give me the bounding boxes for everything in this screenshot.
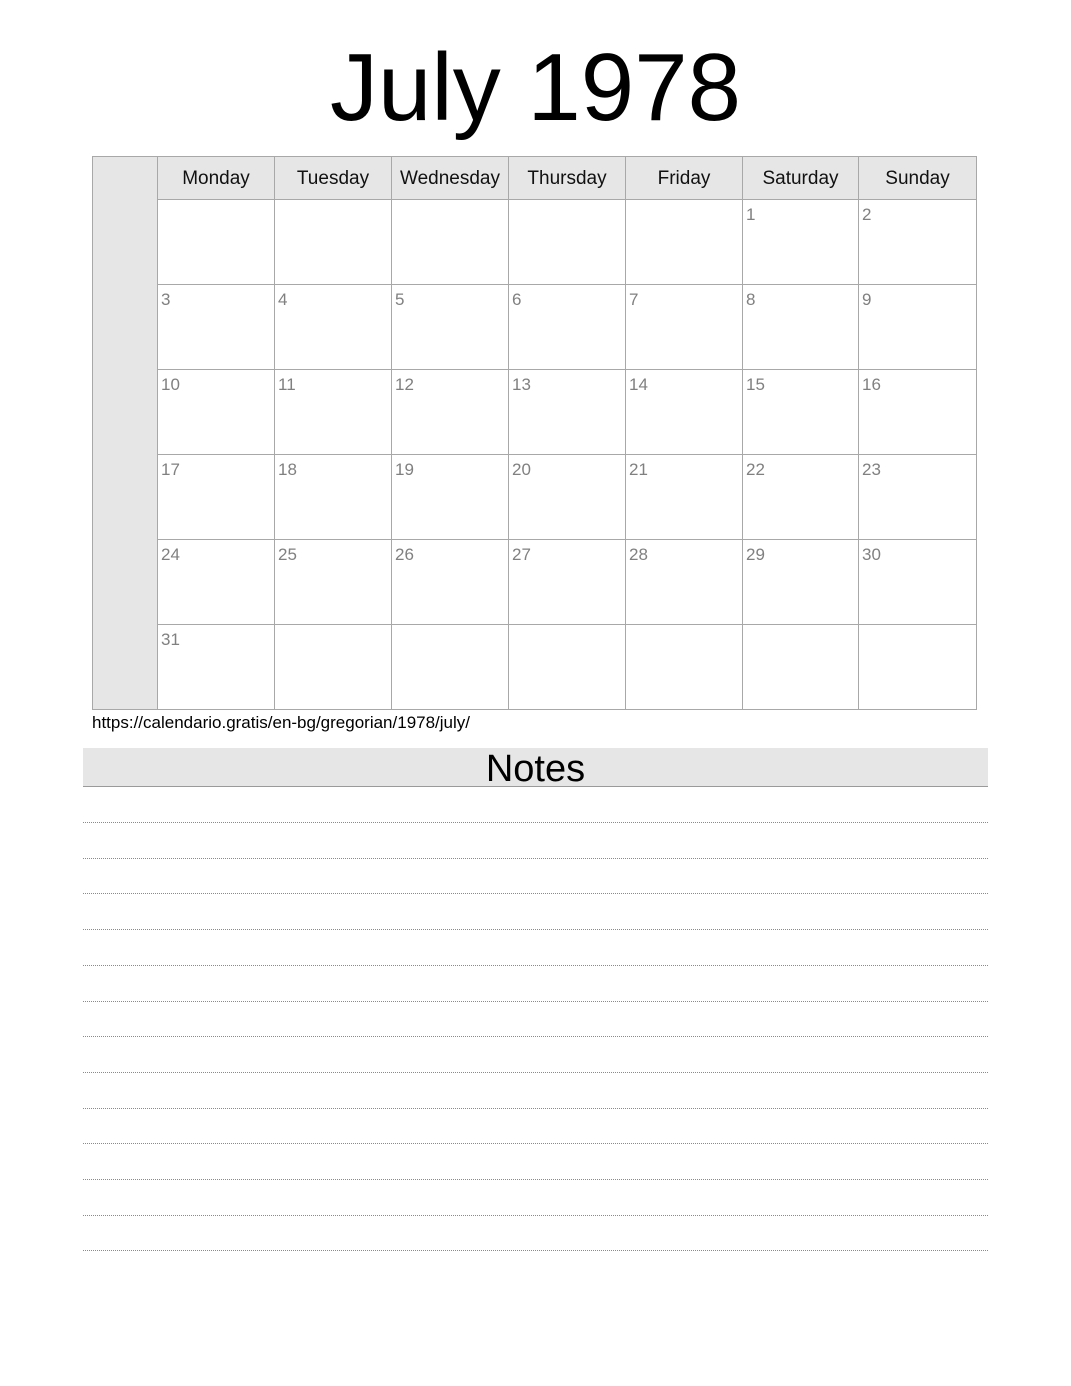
source-url: https://calendario.gratis/en-bg/gregorian/1978/july/ bbox=[92, 713, 471, 732]
day-cell: 30 bbox=[859, 540, 976, 625]
day-cell: 13 bbox=[509, 370, 626, 455]
day-cell bbox=[509, 625, 626, 710]
note-line bbox=[83, 1072, 988, 1073]
note-line bbox=[83, 1215, 988, 1216]
note-line bbox=[83, 1250, 988, 1251]
day-cell: 7 bbox=[626, 285, 743, 370]
day-cell: 9 bbox=[859, 285, 976, 370]
note-line bbox=[83, 1001, 988, 1002]
notes-header: Notes bbox=[83, 748, 988, 787]
weekday-header-3: Thursday bbox=[509, 157, 626, 200]
weekday-header-2: Wednesday bbox=[392, 157, 509, 200]
day-cell bbox=[158, 200, 275, 285]
day-cell bbox=[626, 625, 743, 710]
day-cell bbox=[743, 625, 859, 710]
day-cell: 6 bbox=[509, 285, 626, 370]
day-cell: 16 bbox=[859, 370, 976, 455]
weekday-header-1: Tuesday bbox=[275, 157, 392, 200]
day-cell: 14 bbox=[626, 370, 743, 455]
day-cell: 23 bbox=[859, 455, 976, 540]
day-cell bbox=[392, 625, 509, 710]
day-cell: 1 bbox=[743, 200, 859, 285]
weekday-header-0: Monday bbox=[158, 157, 275, 200]
day-cell: 22 bbox=[743, 455, 859, 540]
day-cell: 31 bbox=[158, 625, 275, 710]
calendar-title: July 1978 bbox=[330, 34, 741, 141]
day-cell: 2 bbox=[859, 200, 976, 285]
day-cell: 25 bbox=[275, 540, 392, 625]
note-line bbox=[83, 929, 988, 930]
day-cell bbox=[392, 200, 509, 285]
day-cell: 10 bbox=[158, 370, 275, 455]
day-cell: 20 bbox=[509, 455, 626, 540]
day-cell: 29 bbox=[743, 540, 859, 625]
day-cell: 3 bbox=[158, 285, 275, 370]
note-line bbox=[83, 1108, 988, 1109]
note-line bbox=[83, 893, 988, 894]
day-cell bbox=[275, 200, 392, 285]
day-cell: 12 bbox=[392, 370, 509, 455]
note-line bbox=[83, 1143, 988, 1144]
weekday-header-5: Saturday bbox=[743, 157, 859, 200]
day-cell: 27 bbox=[509, 540, 626, 625]
day-cell: 5 bbox=[392, 285, 509, 370]
note-line bbox=[83, 822, 988, 823]
day-cell: 8 bbox=[743, 285, 859, 370]
day-cell: 4 bbox=[275, 285, 392, 370]
month-calendar bbox=[92, 156, 977, 710]
weekday-header-6: Sunday bbox=[859, 157, 976, 200]
calendar-grid bbox=[158, 157, 976, 709]
day-cell: 28 bbox=[626, 540, 743, 625]
note-line bbox=[83, 1036, 988, 1037]
day-cell: 21 bbox=[626, 455, 743, 540]
week-number-column bbox=[93, 157, 158, 709]
note-line bbox=[83, 858, 988, 859]
day-cell bbox=[626, 200, 743, 285]
day-cell: 11 bbox=[275, 370, 392, 455]
weekday-header-4: Friday bbox=[626, 157, 743, 200]
note-line bbox=[83, 965, 988, 966]
day-cell bbox=[275, 625, 392, 710]
note-line bbox=[83, 1179, 988, 1180]
day-cell: 19 bbox=[392, 455, 509, 540]
day-cell bbox=[859, 625, 976, 710]
day-cell bbox=[509, 200, 626, 285]
day-cell: 18 bbox=[275, 455, 392, 540]
day-cell: 24 bbox=[158, 540, 275, 625]
day-cell: 15 bbox=[743, 370, 859, 455]
day-cell: 17 bbox=[158, 455, 275, 540]
day-cell: 26 bbox=[392, 540, 509, 625]
